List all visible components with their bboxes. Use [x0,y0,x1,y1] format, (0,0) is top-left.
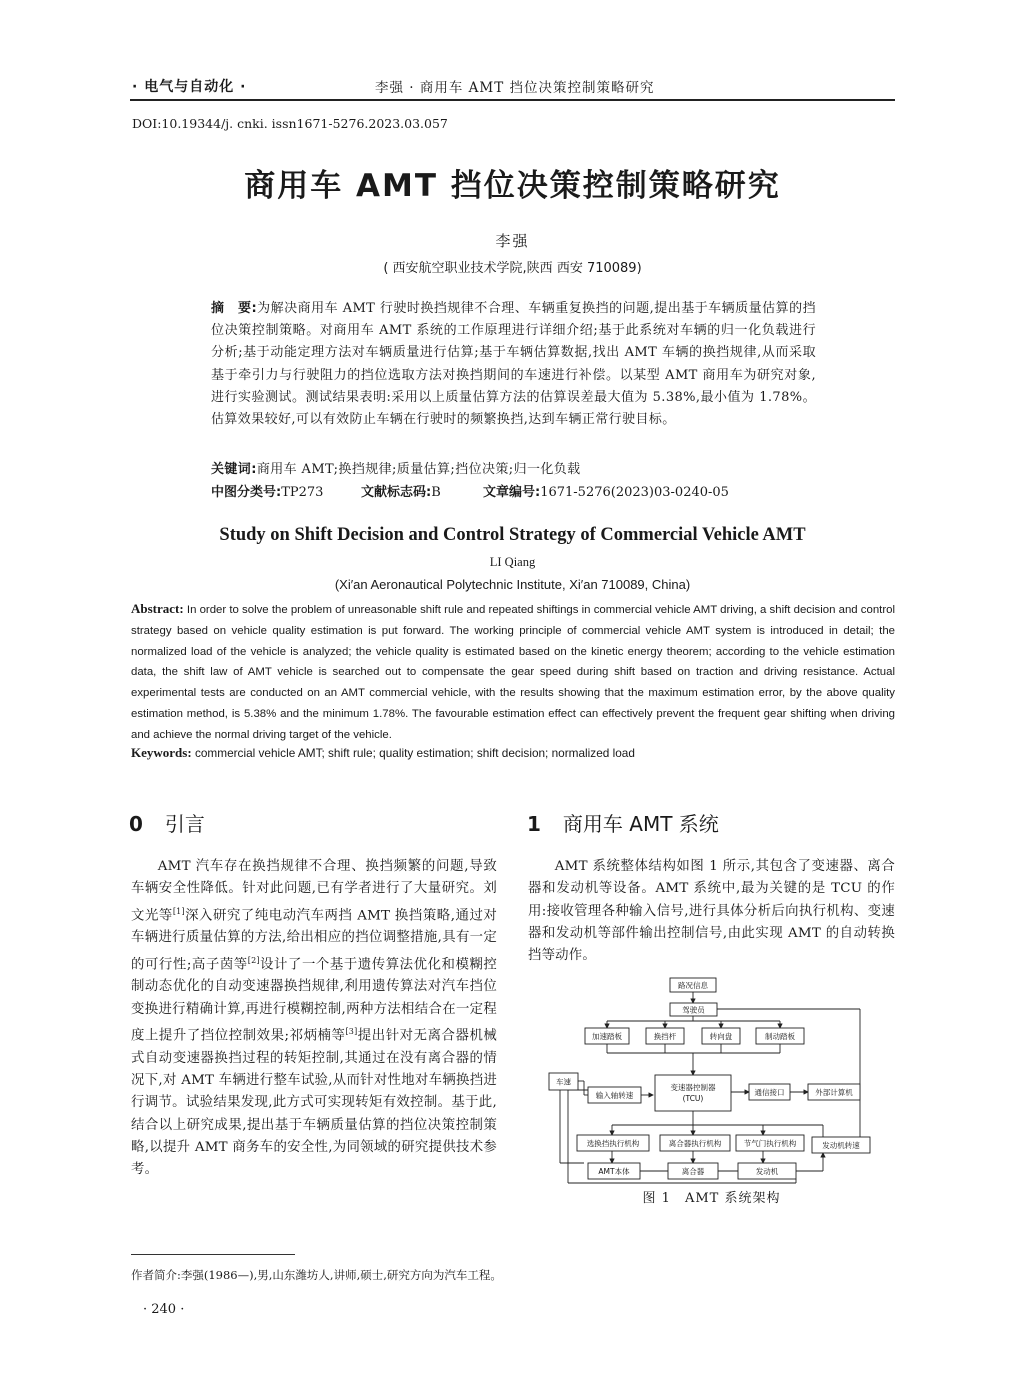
abstract-cn-label: 摘 要: [211,301,258,316]
intro-text-1: AMT 汽车存在换挡规律不合理、换挡频繁的问题,导致车辆安全性降低。针对此问题,已有学者进行了大量研究。刘文光等 [131,859,497,924]
doc-code-label: 文献标志码: [361,485,432,500]
section-number: 1 [527,812,541,836]
english-keywords-text: commercial vehicle AMT; shift rule; quality estimation; shift decision; normalized load [191,746,635,760]
keywords-cn-text: 商用车 AMT;换挡规律;质量估算;挡位决策;归一化负载 [256,462,581,477]
driver-label: 驾驶员 [682,1005,705,1015]
section-heading-amt-system [527,808,719,837]
intro-text-3: 设计了一个基于遗传算法优化和模糊控制动态优化的自动变速器换挡规律,利用遗传算法对汽车挡位变换进行精确计算,再进行模糊控制,两种方法相结合在一定程度上提升了挡位控制效果;祁炳楠等 [131,957,498,1044]
header-rule [130,99,895,101]
engine-speed-label: 发动机转速 [822,1141,860,1150]
english-abstract [131,599,895,746]
footnote-rule [131,1254,295,1255]
amt-system-paragraph: AMT 系统整体结构如图 1 所示,其包含了变速器、离合器和发动机等设备。AMT 系统中,最为关键的是 TCU 的作用:接收管理各种输入信号,进行具体分析后向执行机构、变速器和发动机等部件输出控制信号,由此实现 AMT 的自动转换挡等动作。 [528,859,895,964]
accel-pedal-label: 加速踏板 [592,1032,622,1041]
vehicle-speed-label: 车速 [556,1077,571,1087]
keywords-cn [211,458,821,477]
gear-actuator-label: 选换挡执行机构 [586,1139,640,1148]
intro-text-2: 深入研究了纯电动汽车两挡 AMT 换挡策略,通过对车辆进行质量估算的方法,给出相应的挡位调整措施,具有一定的可行性;高子茵等 [131,908,497,973]
doc-code-value: B [431,485,441,500]
clc-label: 中图分类号: [211,485,282,500]
section-title: 商用车 AMT 系统 [562,812,719,836]
citation-ref: [1] [172,906,185,916]
author-footnote: 作者简介:李强(1986—),男,山东潍坊人,讲师,硕士,研究方向为汽车工程。 [131,1268,502,1282]
intro-text-4: 提出针对无离合器机械式自动变速器换挡过程的转矩控制,其通过在没有离合器的情况下,对 AMT 车辆进行整车试验,从而针对性地对车辆换挡进行调节。试验结果发现,此方式可实现转矩有效控制。基于此,结合以上研究成果,提出基于车辆质量估算的挡位决策控制策略,以提升 AMT 商务车的安全性,为同领域的研究提供技术参考。 [131,1028,497,1178]
running-header: 李强 · 商用车 AMT 挡位决策控制策略研究 [375,80,655,96]
doi: DOI:10.19344/j. cnki. issn1671-5276.2023.03.057 [132,116,448,131]
classification-line [211,481,821,500]
amt-architecture-diagram [548,973,878,1185]
english-author: LI Qiang [489,555,536,569]
section-heading-intro [129,808,205,837]
english-affiliation: (Xi′an Aeronautical Polytechnic Institute, Xi′an 710089, China) [334,577,691,592]
journal-section-label: · 电气与自动化 · [132,79,247,95]
clutch-actuator-label: 离合器执行机构 [668,1139,722,1148]
external-computer-label: 外部计算机 [815,1088,853,1097]
section-title: 引言 [164,812,205,836]
steering-wheel-label: 转向盘 [709,1032,733,1041]
clutch-label: 离合器 [681,1167,705,1176]
tcu-box [655,1075,731,1111]
english-keywords-label: Keywords: [131,745,192,760]
tcu-abbrev-label: (TCU) [682,1094,704,1103]
citation-ref: [3] [345,1027,358,1037]
shift-lever-label: 换挡杆 [653,1032,677,1041]
road-info-label: 路况信息 [678,981,708,990]
english-abstract-label: Abstract: [131,601,184,616]
citation-ref: [2] [247,955,260,965]
page-number: · 240 · [143,1302,185,1317]
throttle-actuator-label: 节气门执行机构 [743,1139,797,1148]
abstract-cn [211,298,816,431]
paper-title: 商用车 AMT 挡位决策控制策略研究 [244,168,781,204]
english-title: Study on Shift Decision and Control Strategy of Commercial Vehicle AMT [219,525,806,545]
english-keywords [131,745,895,761]
article-number-value: 1671-5276(2023)03-0240-05 [540,485,729,500]
input-shaft-speed-label: 输入轴转速 [595,1091,634,1100]
author: 李强 [495,232,530,250]
keywords-cn-label: 关键词: [211,462,257,477]
article-number-label: 文章编号: [483,485,541,500]
clc-value: TP273 [281,485,324,500]
section-number: 0 [129,812,143,836]
english-abstract-text: In order to solve the problem of unreasonable shift rule and repeated shiftings in commercial vehicle AMT driving, a shift decision and control strategy based on vehicle quality estimation is put forward. The working principle of commercial vehicle AMT system is introduced in detail; the normalized load of the vehicle is analyzed; the vehicle quality is estimated based on the kinetic energy theorem; according to the vehicle estimation data, the shift law of AMT vehicle is searched out to compensate the gear speed during shift based on traction and driving resistance. Actual experimental tests are conducted on an AMT commercial vehicle, with the results showing that the maximum estimation error, by the above quality estimation method, is 5.38% and the minimum 1.78%. The favourable estimation effect can effectively prevent the frequent gear shifting when driving and achieve the normal driving target of the vehicle. [131,604,895,741]
tcu-label: 变速器控制器 [670,1083,716,1092]
affiliation: ( 西安航空职业技术学院,陕西 西安 710089) [383,261,642,276]
intro-paragraph [131,856,497,1182]
figure-caption: 图 1 AMT 系统架构 [642,1191,781,1206]
amt-body-label: AMT本体 [598,1167,630,1176]
abstract-cn-text: 为解决商用车 AMT 行驶时换挡规律不合理、车辆重复换挡的问题,提出基于车辆质量估算的挡位决策控制策略。对商用车 AMT 系统的工作原理进行详细介绍;基于此系统对车辆的归一化负载进行分析;基于动能定理方法对车辆质量进行估算;基于车辆估算数据,找出 AMT 车辆的换挡规律,从而采取基于牵引力与行驶阻力的挡位选取方法对换挡期间的车速进行补偿。以某型 AMT 商用车为研究对象,进行实验测试。测试结果表明:采用以上质量估算方法的估算误差最大值为 5.38%,最小值为 1.78%。估算效果较好,可以有效防止车辆在行驶时的频繁换挡,达到车辆正常行驶目标。 [211,301,816,428]
brake-pedal-label: 制动踏板 [765,1032,795,1041]
engine-label: 发动机 [755,1167,779,1176]
comm-interface-label: 通信接口 [754,1088,785,1097]
